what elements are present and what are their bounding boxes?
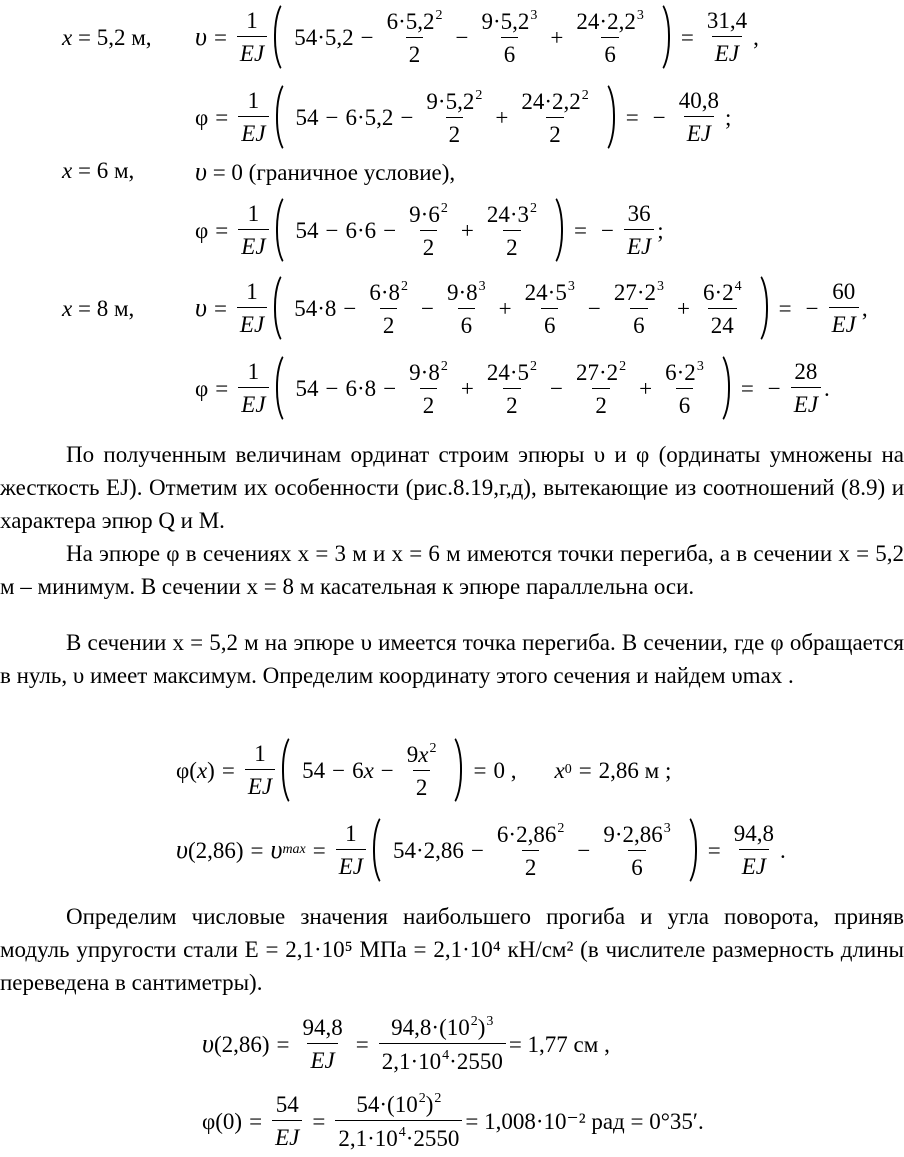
equation-phi-final: φ(0) = $\frac{54}{EJ}$ = $\frac{54\cdot(10^2)^2}{2,1\cdot 10^4\cdot 2550}$ = 1,008·10⁻² рад = 0°35′. — [202, 1091, 704, 1151]
result-phi-final: = 1,008·10⁻² рад = 0°35′. — [465, 1108, 704, 1134]
equation-v-at-5-2: υ = $\frac{1}{EJ}$ 54·5,2 − $\frac{6\cdot 5,2^2}{2}$ − $\frac{9\cdot 5,2^3}{6}$ + $\frac{24\cdot 2,2^3}{6}$ = $\frac{31,4}{EJ}$ , — [195, 2, 759, 72]
result-phi-6: 36 — [627, 201, 651, 226]
result-phi-5-2: 40,8 — [678, 88, 719, 113]
paragraph-1: По полученным величинам ординат строим эпюры υ и φ (ординаты умножены на жесткость EJ). Отметим их особенности (рис.8.19,г,д), вытекающие из соотношений (8.9) и характера эпюр Q и M. — [0, 442, 904, 533]
equation-phi-at-6: φ = $\frac{1}{EJ}$ 54 − 6·6 − $\frac{9\cdot 6^2}{2}$ + $\frac{24\cdot 3^2}{2}$ = − $\frac{36}{EJ}$ ; — [195, 195, 664, 265]
equation-v-max: υ (2,86) = υ max = $\frac{1}{EJ}$ 54·2,86 − $\frac{6\cdot 2,86^2}{2}$ − $\frac{9\cdot 2,86^3}{6}$ = $\frac{94,8}{EJ}$ . — [176, 814, 786, 886]
label-x-8: x = 8 м, — [62, 296, 135, 321]
result-v-final: = 1,77 см , — [508, 1031, 610, 1057]
equation-phi-zero: φ(x) = $\frac{1}{EJ}$ 54 − 6 x − $\frac{9x^2}{2}$ = 0 , x 0 = 2,86 м ; — [176, 734, 671, 806]
equation-v-final: υ (2,86) = $\frac{94,8}{EJ}$ = $\frac{94,8\cdot(10^2)^3}{2,1\cdot 10^4\cdot 2550}$ = 1,77 см , — [202, 1014, 610, 1074]
result-x0: 2,86 м ; — [598, 757, 672, 783]
boundary-condition: υ = 0 (граничное условие), — [195, 157, 456, 186]
paragraph-4: Определим числовые значения наибольшего прогиба и угла поворота, приняв модуль упругости стали E = 2,1·10⁵ МПа = 2,1·10⁴ кН/см² (в числителе размерность длины переведена в сантиметры). — [0, 904, 904, 995]
label-x-5-2: x = 5,2 м, — [62, 25, 152, 50]
result-phi-8: 28 — [794, 359, 818, 384]
label-x-6: x = 6 м, — [62, 158, 135, 183]
result-v-5-2: 31,4 — [706, 8, 748, 33]
paragraph-3: В сечении x = 5,2 м на эпюре υ имеется точка перегиба. В сечении, где φ обращается в нуль, υ имеет максимум. Определим координату этого сечения и найдем υmax . — [0, 630, 904, 688]
paragraph-2: На эпюре φ в сечениях x = 3 м и x = 6 м имеются точки перегиба, а в сечении x = 5,2 м – минимум. В сечении x = 8 м касательная к эпюре параллельна оси. — [0, 541, 904, 599]
equation-v-at-8: υ = $\frac{1}{EJ}$ 54·8 − $\frac{6\cdot 8^2}{2}$ − $\frac{9\cdot 8^3}{6}$ + $\frac{24\cdot 5^3}{6}$ − $\frac{27\cdot 2^3}{6}$ + $\frac{6\cdot 2^4}{24}$ = − $\frac{60}{EJ}$ , — [195, 273, 868, 343]
result-v-8: 60 — [832, 279, 856, 304]
equation-phi-at-5-2: φ = $\frac{1}{EJ}$ 54 − 6·5,2 − $\frac{9\cdot 5,2^2}{2}$ + $\frac{24\cdot 2,2^2}{2}$ = − $\frac{40,8}{EJ}$ ; — [195, 82, 731, 152]
result-vmax: 94,8 — [733, 821, 774, 846]
equation-phi-at-8: φ = $\frac{1}{EJ}$ 54 − 6·8 − $\frac{9\cdot 8^2}{2}$ + $\frac{24\cdot 5^2}{2}$ − $\frac{27\cdot 2^2}{2}$ + $\frac{6\cdot 2^3}{6}$ = − $\frac{28}{EJ}$ . — [195, 353, 830, 423]
